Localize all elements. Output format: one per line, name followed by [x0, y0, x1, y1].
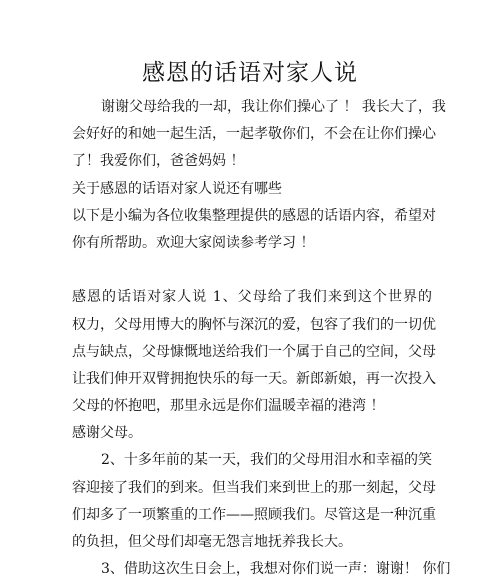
document-body [72, 94, 451, 583]
text-line: 2、十多年前的某一天，我们的父母用泪水和幸福的笑 [101, 452, 432, 469]
text-line: 你有所帮助。欢迎大家阅读参考学习 ！ [72, 234, 315, 251]
text-line: 点与缺点，父母慷慨地送给我们一个属于自己的空间，父母 [72, 343, 436, 360]
text-line: 父母的怀抱吧，那里永远是你们温暖幸福的港湾 ！ [72, 398, 385, 415]
text-line: 谢谢父母给我的一却，我让你们操心了 ！ 我长大了，我 [101, 99, 446, 115]
text-line: 以下是小编为各位收集整理提供的感恩的话语内容，希望对 [72, 207, 436, 224]
text-line: 感谢父母。 [72, 425, 142, 442]
text-line: 了！我爱你们，爸爸妈妈 ！ [72, 153, 245, 170]
text-line: 的负担，但父母们却毫无怨言地抚养我长大。 [72, 534, 352, 550]
text-line: 感恩的话语对家人说 1、父母给了我们来到这个世界的 [72, 289, 432, 306]
text-line: 们却多了一项繁重的工作——照顾我们。尽管这是一种沉重 [72, 506, 436, 523]
text-line: 权力，父母用博大的胸怀与深沉的爱，包容了我们的一切优 [72, 316, 436, 333]
blank-line [72, 257, 432, 284]
document-title: 感恩的话语对家人说 [142, 60, 358, 86]
text-line: 会好好的和她一起生活，一起孝敬你们，不会在让你们操心 [72, 126, 436, 143]
text-line: 让我们伸开双臂拥抱快乐的每一天。新郎新娘，再一次投入 [72, 370, 436, 387]
text-line: 3、借助这次生日会上，我想对你们说一声：谢谢！ 你们 [101, 561, 451, 578]
text-line: 关于感恩的话语对家人说还有哪些 [72, 180, 282, 197]
text-line: 容迎接了我们的到来。但当我们来到世上的那一刻起，父母 [72, 479, 436, 496]
